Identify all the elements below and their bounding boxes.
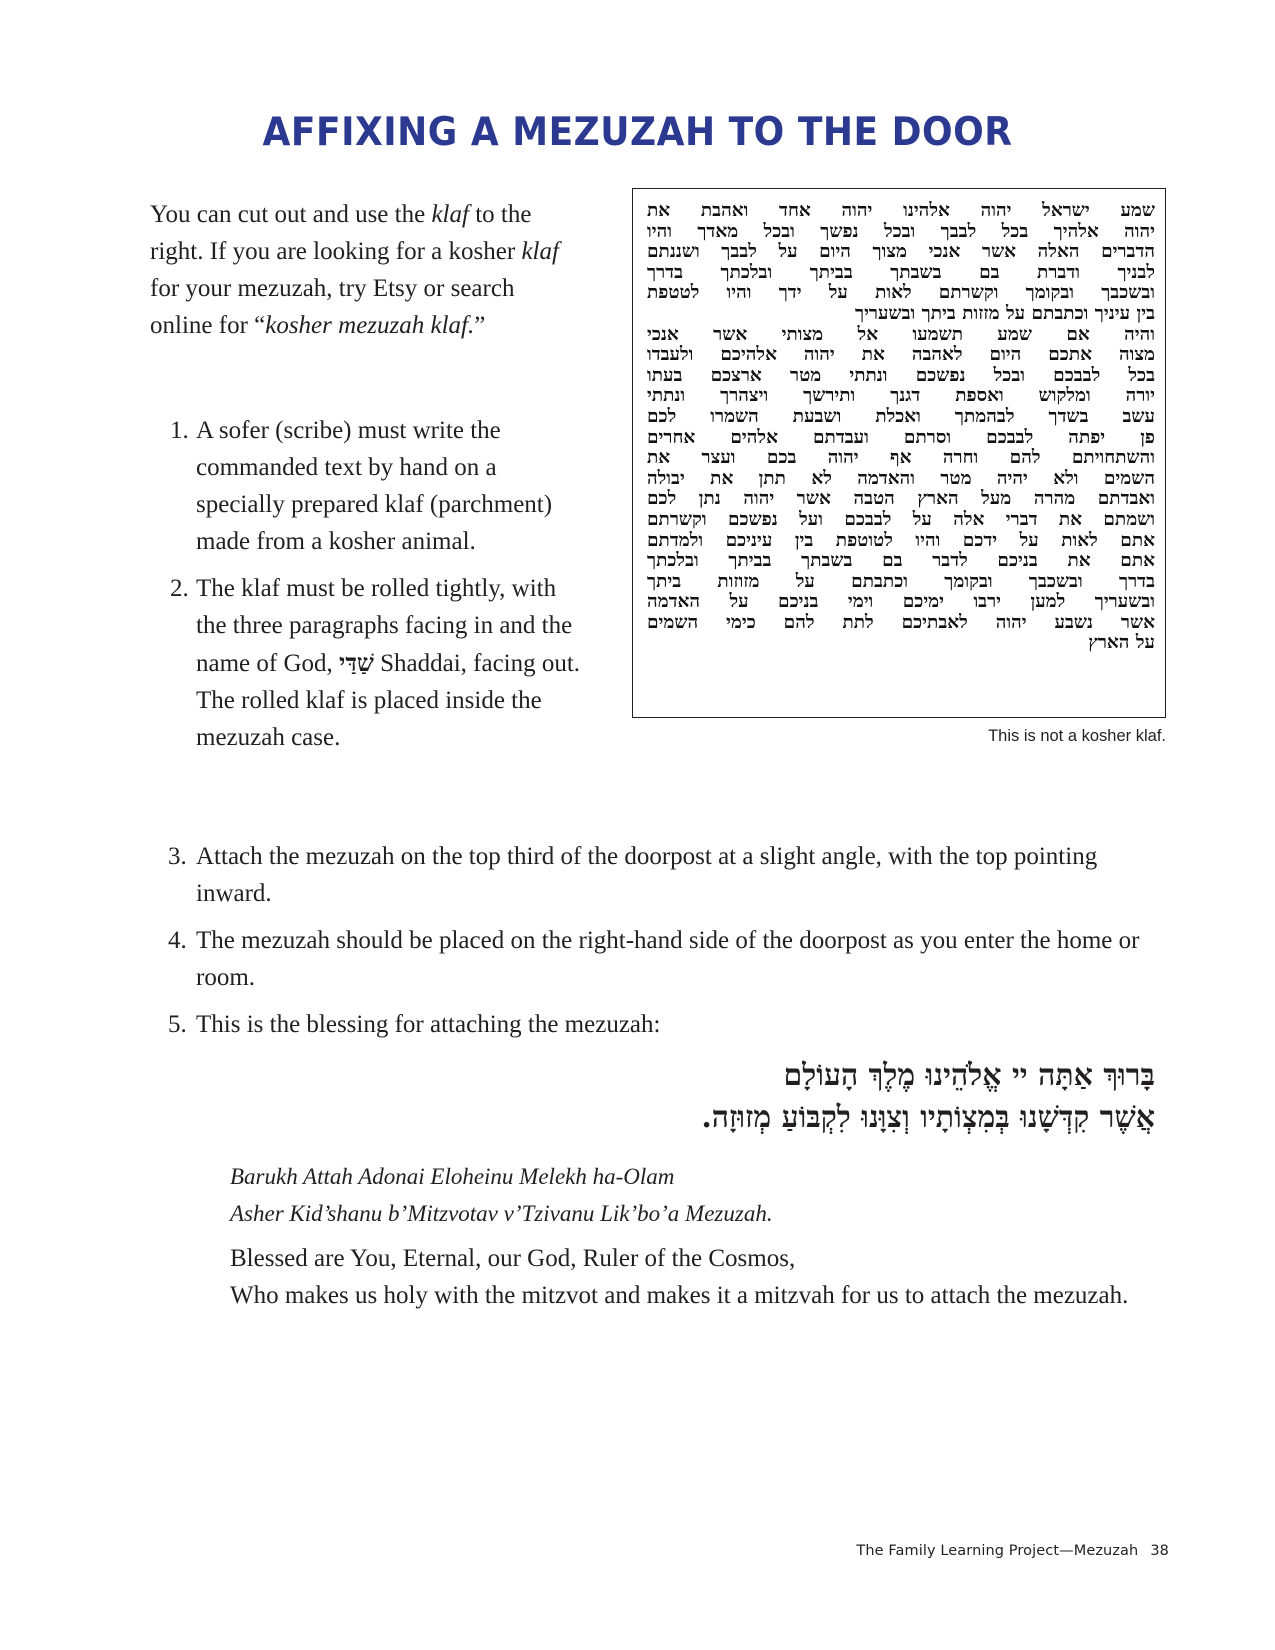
step-text: The klaf must be rolled tightly, with the three paragraphs facing in and the name of God,: [196, 575, 573, 677]
klaf-line: פן יפתה לבבכם וסרתם ועבדתם אלהים אחרים: [647, 427, 1155, 448]
step-number: 2.: [170, 575, 189, 602]
klaf-caption: This is not a kosher klaf.: [988, 727, 1166, 745]
klaf-line: והשתחויתם להם וחרה אף יהוה בכם ועצר את: [647, 448, 1155, 469]
klaf-line: ואבדתם מהרה מעל הארץ הטבה אשר יהוה נתן לכם: [647, 489, 1155, 510]
intro-text: ”: [474, 312, 486, 339]
page-footer: [856, 1543, 1169, 1559]
steps-list-narrow: [150, 412, 590, 766]
klaf-line: עשב בשדך לבהמתך ואכלת ושבעת השמרו לכם: [647, 406, 1155, 427]
step-text: Shaddai, facing out. The rolled klaf is placed inside the mezuzah case.: [196, 650, 581, 751]
step-text: This is the blessing for attaching the mezuzah:: [196, 1011, 661, 1038]
klaf-line: השמים ולא יהיה מטר והאדמה לא תתן את יבולה: [647, 468, 1155, 489]
klaf-line: אתם את בניכם לדבר בם בשבתך בביתך ובלכתך: [647, 551, 1155, 572]
transliteration-line-2: Asher Kid’shanu b’Mitzvotav v’Tzivanu Lik’bo’a Mezuzah.: [230, 1201, 773, 1226]
blessing-hebrew-line-2: אֲשֶׁר קִדְּשָׁנוּ בְּמִצְוֹתָיו וְצִוָּנוּ לִקְבּוֹעַ מְזוּזָה.: [701, 1100, 1155, 1135]
intro-klaf-term: klaf: [521, 238, 559, 265]
intro-klaf-term: klaf: [431, 201, 469, 228]
klaf-line: יורה ומלקוש ואספת דגנך ותירשך ויצהרך ונתתי: [647, 386, 1155, 407]
translation-line-2: Who makes us holy with the mitzvot and makes it a mitzvah for us to attach the mezuzah.: [230, 1282, 1129, 1309]
translation-line-1: Blessed are You, Eternal, our God, Ruler of the Cosmos,: [230, 1245, 796, 1272]
klaf-line: אתם לאות על ידכם והיו לטוטפת בין עיניכם ולמדתם: [647, 530, 1155, 551]
klaf-line: יהוה אלהיך בכל לבבך ובכל נפשך ובכל מאדך והיו: [647, 221, 1155, 242]
blessing-hebrew: [420, 1055, 1155, 1139]
blessing-translation: [230, 1240, 1130, 1314]
klaf-line: ובשעריך למען ירבו ימיכם וימי בניכם על האדמה: [647, 592, 1155, 613]
intro-search-term: kosher mezuzah klaf.: [265, 312, 475, 339]
klaf-line: והיה אם שמע תשמעו אל מצותי אשר אנכי: [647, 324, 1155, 345]
klaf-line: בין עיניך וכתבתם על מזזות ביתך ובשעריך: [854, 303, 1155, 324]
steps-list-wide: [150, 838, 1160, 1053]
klaf-line: על הארץ: [1088, 633, 1155, 654]
step-item-2: [150, 570, 590, 756]
intro-text: You can cut out and use the: [150, 201, 432, 228]
klaf-line: בכל לבבכם ובכל נפשכם ונתתי מטר ארצכם בעתו: [647, 365, 1155, 386]
blessing-transliteration: [230, 1158, 1130, 1232]
footer-title: The Family Learning Project—Mezuzah: [856, 1543, 1139, 1559]
intro-text: to the right. If you are looking for a kosher: [150, 201, 532, 265]
intro-text: for your mezuzah, try Etsy or search online for “: [150, 275, 515, 339]
klaf-line: בדרך ובשכבך ובקומך וכתבתם על מזוזות ביתך: [647, 571, 1155, 592]
shaddai-hebrew: שַׁדַּי: [339, 648, 374, 677]
intro-paragraph: [150, 196, 570, 344]
step-item-4: [150, 922, 1160, 996]
klaf-line: מצוה אתכם היום לאהבה את יהוה אלהיכם ולעבדו: [647, 345, 1155, 366]
step-text: Attach the mezuzah on the top third of the doorpost at a slight angle, with the top pointing inward.: [196, 843, 1098, 907]
klaf-line: הדברים האלה אשר אנכי מצוך היום על לבבך ושננתם: [647, 242, 1155, 263]
step-number: 1.: [170, 417, 189, 444]
step-text: A sofer (scribe) must write the commanded text by hand on a specially prepared klaf (parchment) made from a kosher animal.: [196, 417, 553, 555]
blessing-hebrew-line-1: בָּרוּךְ אַתָּה יי אֱלֹהֵינוּ מֶלֶךְ הָעוֹלָם: [783, 1058, 1155, 1093]
page-number: 38: [1150, 1543, 1169, 1559]
klaf-line: ובשכבך ובקומך וקשרתם לאות על ידך והיו לטטפת: [647, 283, 1155, 304]
page-title: AFFIXING A MEZUZAH TO THE DOOR: [262, 110, 1013, 155]
klaf-line: אשר נשבע יהוה לאבתיכם לתת להם כימי השמים: [647, 612, 1155, 633]
step-number: 4.: [168, 927, 187, 954]
step-text: The mezuzah should be placed on the right-hand side of the doorpost as you enter the home or room.: [196, 927, 1140, 991]
step-number: 5.: [168, 1011, 187, 1038]
transliteration-line-1: Barukh Attah Adonai Eloheinu Melekh ha-Olam: [230, 1164, 675, 1189]
step-item-3: [150, 838, 1160, 912]
step-item-1: [150, 412, 590, 560]
klaf-hebrew-text: [647, 201, 1155, 654]
klaf-line: ושמתם את דברי אלה על לבבכם ועל נפשכם וקשרתם: [647, 509, 1155, 530]
klaf-image: [632, 188, 1166, 718]
klaf-line: לבניך ודברת בם בשבתך בביתך ובלכתך בדרך: [647, 262, 1155, 283]
step-item-5: [150, 1006, 1160, 1043]
step-number: 3.: [168, 843, 187, 870]
klaf-line: שמע ישראל יהוה אלהינו יהוה אחד ואהבת את: [647, 201, 1155, 221]
